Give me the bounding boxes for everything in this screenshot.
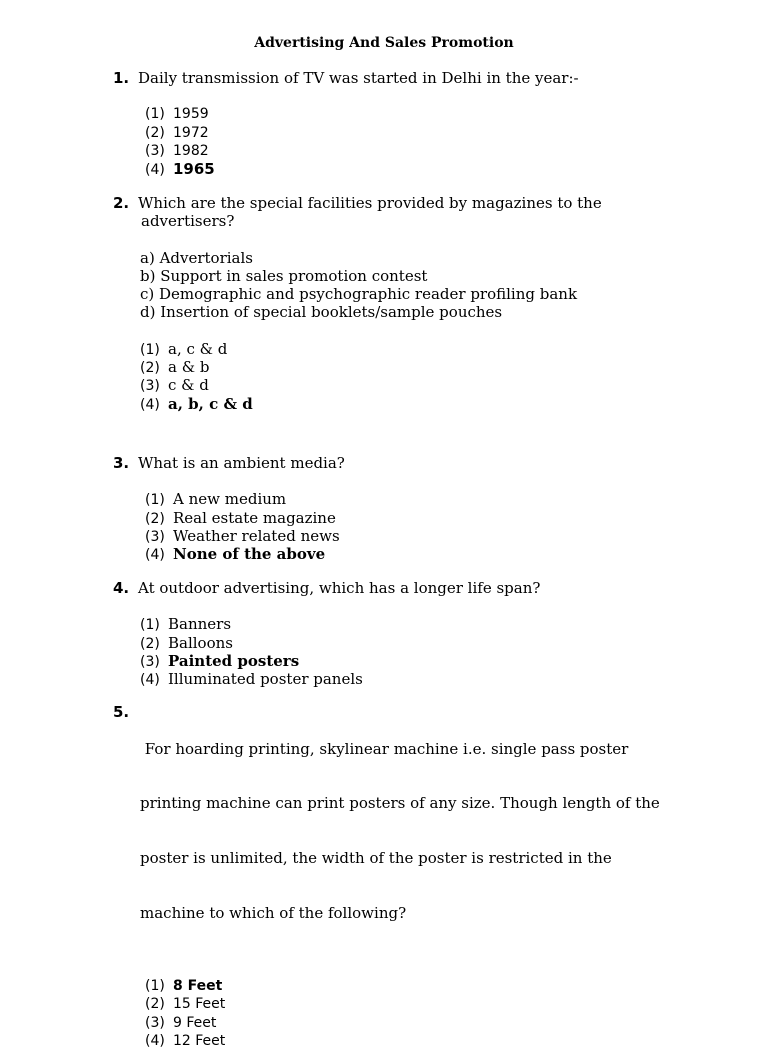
option-label: (3) <box>145 142 165 159</box>
option-label: (2) <box>140 360 160 377</box>
question-line: At outdoor advertising, which has a longer life span? <box>138 579 541 597</box>
option-text-answer: 1965 <box>173 160 215 179</box>
options-list <box>145 490 733 563</box>
option-text-answer: a, b, c & d <box>168 394 253 413</box>
option-item <box>145 105 733 123</box>
option-label: (1) <box>140 617 160 634</box>
option-item <box>145 142 733 160</box>
option-label: (1) <box>140 341 160 358</box>
option-text: Weather related news <box>173 526 340 545</box>
question-3 <box>113 454 733 563</box>
option-item <box>140 615 733 633</box>
option-text-answer: 8 Feet <box>173 978 223 995</box>
option-item <box>145 509 733 527</box>
option-label: (4) <box>145 547 165 564</box>
sub-items-list <box>140 249 733 322</box>
sub-item: d) Insertion of special booklets/sample pouches <box>140 303 503 322</box>
sub-item: c) Demographic and psychographic reader profiling bank <box>140 285 578 304</box>
option-item <box>140 634 733 652</box>
option-text-answer: None of the above <box>173 545 326 564</box>
option-label: (3) <box>145 1014 165 1031</box>
question-number: 3. <box>113 454 130 472</box>
question-5 <box>113 703 753 1050</box>
option-item <box>145 1032 753 1050</box>
option-item-answer <box>140 395 733 413</box>
question-text <box>138 194 733 231</box>
option-item <box>145 490 733 508</box>
question-number: 4. <box>113 579 130 597</box>
question-line: advertisers? <box>141 212 235 231</box>
option-label: (4) <box>145 162 165 179</box>
option-text: Illuminated poster panels <box>168 670 363 689</box>
options-list <box>145 977 753 1050</box>
option-item-answer <box>145 160 733 178</box>
option-text: 9 Feet <box>173 1014 217 1031</box>
option-text: a, c & d <box>168 339 228 358</box>
question-1 <box>113 69 733 178</box>
option-item <box>145 124 733 142</box>
option-label: (3) <box>140 378 160 395</box>
option-label: (2) <box>145 124 165 141</box>
question-number: 2. <box>113 194 130 212</box>
option-text: Real estate magazine <box>173 508 336 527</box>
option-text: a & b <box>168 358 210 377</box>
question-2 <box>113 194 733 413</box>
page-title: Advertising And Sales Promotion <box>254 35 514 51</box>
option-item <box>140 340 733 358</box>
question-number: 1. <box>113 69 130 87</box>
question-line: printing machine can print posters of any size. Though length of the <box>140 794 660 813</box>
question-line: poster is unlimited, the width of the poster is restricted in the <box>140 849 612 868</box>
question-4 <box>113 579 733 688</box>
question-line: What is an ambient media? <box>138 454 345 472</box>
option-label: (2) <box>145 996 165 1013</box>
option-label: (4) <box>145 1033 165 1050</box>
option-label: (2) <box>140 635 160 652</box>
question-line: machine to which of the following? <box>140 904 407 923</box>
options-list <box>140 615 733 688</box>
question-line: Which are the special facilities provided by magazines to the <box>138 194 602 212</box>
option-text: c & d <box>168 376 209 395</box>
options-list <box>145 105 733 178</box>
options-list <box>140 340 733 413</box>
option-label: (3) <box>145 528 165 545</box>
option-item-answer <box>145 545 733 563</box>
question-number: 5. <box>113 703 130 721</box>
option-label: (4) <box>140 396 160 413</box>
option-text: Banners <box>168 615 232 634</box>
option-label: (3) <box>140 653 160 670</box>
option-item <box>145 995 753 1013</box>
option-item <box>145 527 733 545</box>
option-text: 1959 <box>173 106 209 123</box>
option-item <box>140 376 733 394</box>
option-label: (1) <box>145 492 165 509</box>
option-label: (1) <box>145 106 165 123</box>
option-item-answer <box>140 652 733 670</box>
question-text <box>140 703 753 959</box>
option-text: Balloons <box>168 633 233 652</box>
option-item-answer <box>145 977 753 995</box>
option-item <box>140 358 733 376</box>
question-text <box>138 454 733 472</box>
question-line: For hoarding printing, skylinear machine i.e. single pass poster <box>140 739 629 758</box>
question-line: Daily transmission of TV was started in Delhi in the year:- <box>138 69 579 87</box>
option-text: 1972 <box>173 124 209 141</box>
option-text: 12 Feet <box>173 1033 226 1050</box>
question-text <box>138 579 733 597</box>
option-label: (2) <box>145 510 165 527</box>
sub-item: b) Support in sales promotion contest <box>140 266 428 285</box>
option-label: (4) <box>140 672 160 689</box>
option-text: 1982 <box>173 142 209 159</box>
option-text: A new medium <box>173 490 287 509</box>
option-text: 15 Feet <box>173 996 226 1013</box>
question-text <box>138 69 733 87</box>
option-item <box>140 670 733 688</box>
option-item <box>145 1014 753 1032</box>
option-label: (1) <box>145 978 165 995</box>
sub-item: a) Advertorials <box>140 248 253 267</box>
option-text-answer: Painted posters <box>168 651 300 670</box>
